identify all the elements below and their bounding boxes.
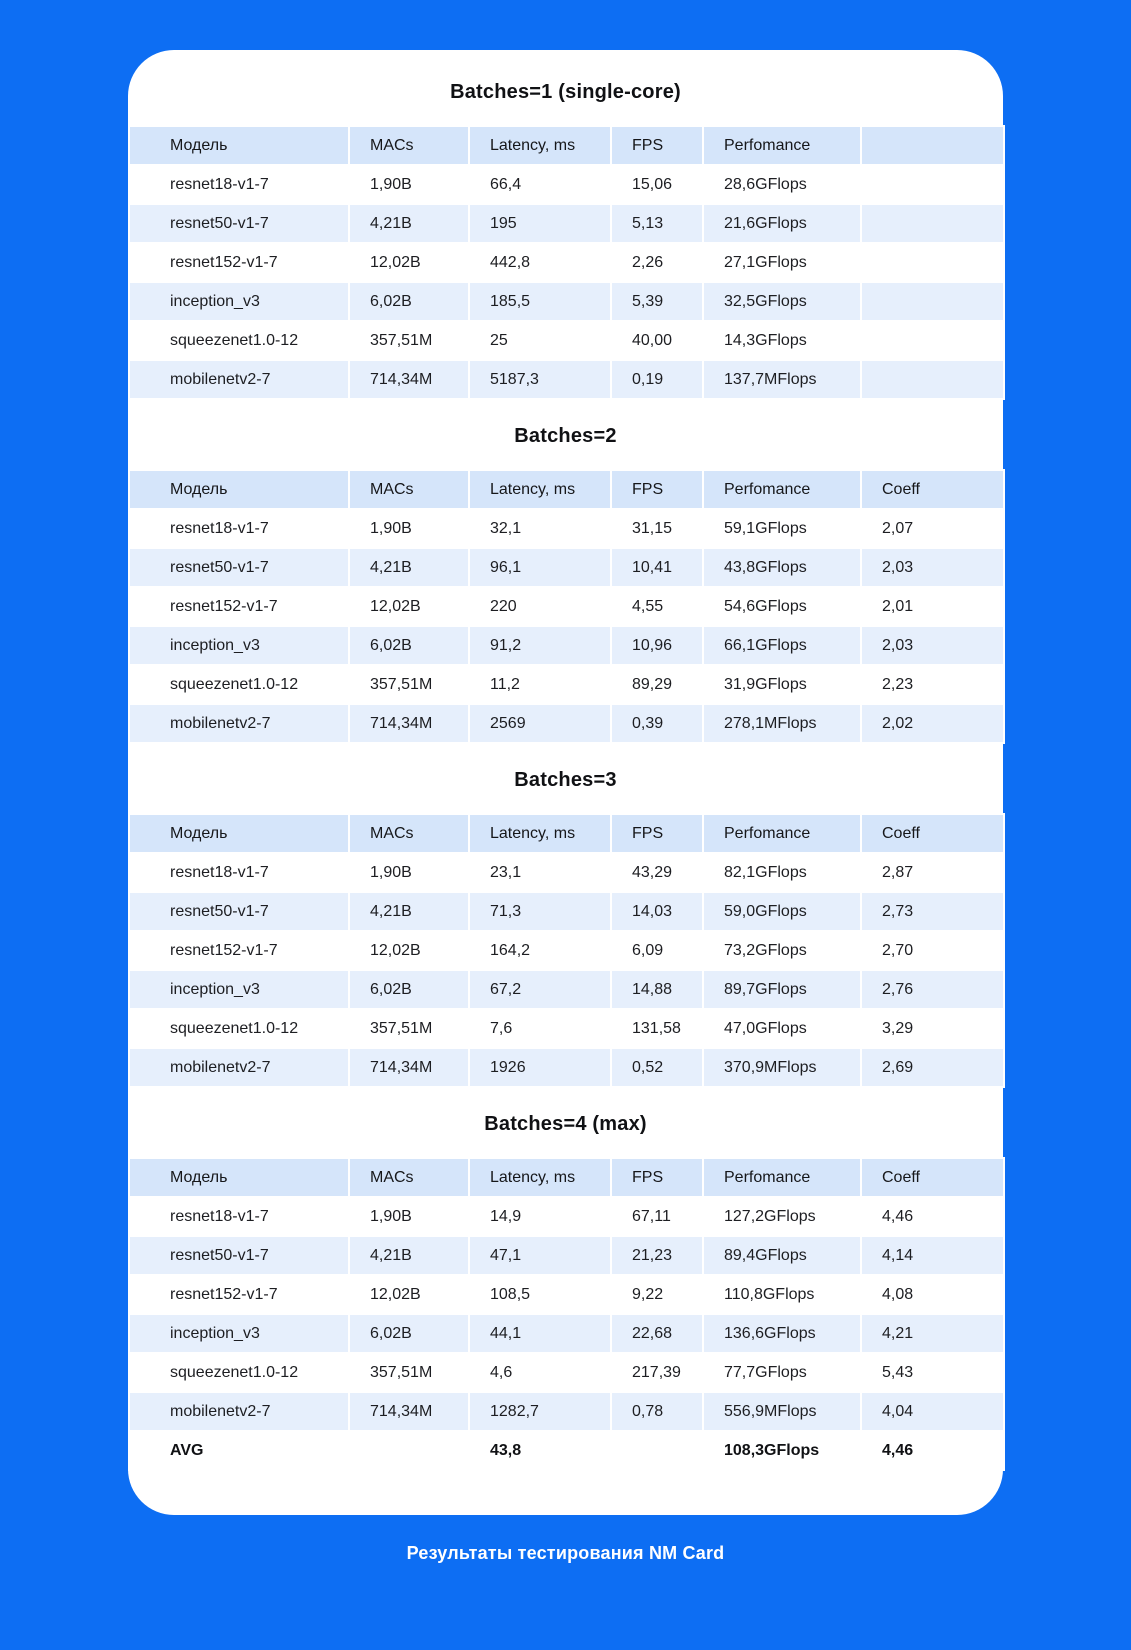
batches-4-section xyxy=(128,1112,1003,1471)
cell: 1926 xyxy=(469,1048,611,1087)
table-title: Batches=2 xyxy=(514,425,617,447)
column-header: MACs xyxy=(349,814,469,853)
cell: 1282,7 xyxy=(469,1392,611,1431)
cell: inception_v3 xyxy=(129,970,349,1009)
cell: 5187,3 xyxy=(469,360,611,399)
cell: resnet50-v1-7 xyxy=(129,548,349,587)
cell: 4,14 xyxy=(861,1236,1004,1275)
cell: 7,6 xyxy=(469,1009,611,1048)
cell: 4,21B xyxy=(349,204,469,243)
cell: 3,29 xyxy=(861,1009,1004,1048)
cell: 43,8 xyxy=(469,1431,611,1470)
table-row xyxy=(129,1236,1004,1275)
cell: 31,9GFlops xyxy=(703,665,861,704)
cell: 2,01 xyxy=(861,587,1004,626)
column-header: Coeff xyxy=(861,814,1004,853)
cell: 2569 xyxy=(469,704,611,743)
table-row xyxy=(129,360,1004,399)
table-row xyxy=(129,665,1004,704)
cell: 220 xyxy=(469,587,611,626)
cell: 1,90B xyxy=(349,509,469,548)
cell: 5,13 xyxy=(611,204,703,243)
cell: 89,4GFlops xyxy=(703,1236,861,1275)
cell: 4,08 xyxy=(861,1275,1004,1314)
cell: 442,8 xyxy=(469,243,611,282)
cell: 31,15 xyxy=(611,509,703,548)
cell: 185,5 xyxy=(469,282,611,321)
cell: 32,1 xyxy=(469,509,611,548)
cell: resnet152-v1-7 xyxy=(129,931,349,970)
cell: 67,11 xyxy=(611,1197,703,1236)
cell: mobilenetv2-7 xyxy=(129,1048,349,1087)
cell: 66,1GFlops xyxy=(703,626,861,665)
column-header: FPS xyxy=(611,126,703,165)
cell: 0,39 xyxy=(611,704,703,743)
cell: resnet152-v1-7 xyxy=(129,243,349,282)
cell: 2,07 xyxy=(861,509,1004,548)
cell: 11,2 xyxy=(469,665,611,704)
cell: 2,76 xyxy=(861,970,1004,1009)
table-header-row xyxy=(129,1158,1004,1197)
cell: mobilenetv2-7 xyxy=(129,360,349,399)
cell: 71,3 xyxy=(469,892,611,931)
cell: 4,55 xyxy=(611,587,703,626)
table-row xyxy=(129,321,1004,360)
cell: 5,39 xyxy=(611,282,703,321)
cell: 22,68 xyxy=(611,1314,703,1353)
table-row xyxy=(129,204,1004,243)
cell: 40,00 xyxy=(611,321,703,360)
table-header xyxy=(129,126,1004,165)
cell: 54,6GFlops xyxy=(703,587,861,626)
cell: 0,19 xyxy=(611,360,703,399)
cell: inception_v3 xyxy=(129,626,349,665)
column-header: Latency, ms xyxy=(469,1158,611,1197)
cell: 1,90B xyxy=(349,165,469,204)
cell: 714,34M xyxy=(349,1392,469,1431)
table-row xyxy=(129,704,1004,743)
cell: 91,2 xyxy=(469,626,611,665)
table-row xyxy=(129,970,1004,1009)
cell: resnet50-v1-7 xyxy=(129,1236,349,1275)
cell: resnet152-v1-7 xyxy=(129,1275,349,1314)
cell: 28,6GFlops xyxy=(703,165,861,204)
table-row xyxy=(129,1314,1004,1353)
cell: 137,7MFlops xyxy=(703,360,861,399)
cell: mobilenetv2-7 xyxy=(129,1392,349,1431)
column-header: Latency, ms xyxy=(469,470,611,509)
table-row xyxy=(129,1353,1004,1392)
table-row xyxy=(129,892,1004,931)
cell: 357,51M xyxy=(349,321,469,360)
cell: 14,3GFlops xyxy=(703,321,861,360)
cell: resnet18-v1-7 xyxy=(129,165,349,204)
cell: 77,7GFlops xyxy=(703,1353,861,1392)
cell: 21,23 xyxy=(611,1236,703,1275)
cell: 4,46 xyxy=(861,1431,1004,1470)
cell: 21,6GFlops xyxy=(703,204,861,243)
table-row xyxy=(129,1275,1004,1314)
cell: 47,0GFlops xyxy=(703,1009,861,1048)
column-header: FPS xyxy=(611,814,703,853)
cell: 110,8GFlops xyxy=(703,1275,861,1314)
benchmark-table-batches-1 xyxy=(128,125,1005,400)
column-header: MACs xyxy=(349,126,469,165)
cell: 714,34M xyxy=(349,704,469,743)
cell: 217,39 xyxy=(611,1353,703,1392)
cell: 6,02B xyxy=(349,626,469,665)
table-body xyxy=(129,1197,1004,1470)
results-card xyxy=(128,50,1003,1515)
cell: 12,02B xyxy=(349,587,469,626)
cell xyxy=(861,321,1004,360)
cell: resnet18-v1-7 xyxy=(129,509,349,548)
cell: 0,52 xyxy=(611,1048,703,1087)
cell: 4,21 xyxy=(861,1314,1004,1353)
cell: 10,96 xyxy=(611,626,703,665)
cell: mobilenetv2-7 xyxy=(129,704,349,743)
column-header: Модель xyxy=(129,470,349,509)
cell: 73,2GFlops xyxy=(703,931,861,970)
cell xyxy=(861,204,1004,243)
batches-2-section xyxy=(128,424,1003,744)
cell: 12,02B xyxy=(349,1275,469,1314)
cell: 43,8GFlops xyxy=(703,548,861,587)
table-row xyxy=(129,1009,1004,1048)
table-row xyxy=(129,1048,1004,1087)
table-title: Batches=3 xyxy=(514,769,617,791)
cell: 5,43 xyxy=(861,1353,1004,1392)
cell: 195 xyxy=(469,204,611,243)
cell: 4,04 xyxy=(861,1392,1004,1431)
cell: 96,1 xyxy=(469,548,611,587)
cell: 6,09 xyxy=(611,931,703,970)
table-body xyxy=(129,165,1004,399)
cell: 25 xyxy=(469,321,611,360)
cell: inception_v3 xyxy=(129,282,349,321)
cell: 4,21B xyxy=(349,1236,469,1275)
cell: 14,88 xyxy=(611,970,703,1009)
column-header xyxy=(861,126,1004,165)
cell: inception_v3 xyxy=(129,1314,349,1353)
column-header: Coeff xyxy=(861,1158,1004,1197)
cell: 4,21B xyxy=(349,892,469,931)
cell: 9,22 xyxy=(611,1275,703,1314)
cell: resnet18-v1-7 xyxy=(129,1197,349,1236)
column-header: Perfomance xyxy=(703,126,861,165)
summary-row xyxy=(129,1431,1004,1470)
cell: 6,02B xyxy=(349,1314,469,1353)
cell: 2,70 xyxy=(861,931,1004,970)
column-header: FPS xyxy=(611,1158,703,1197)
benchmark-table-batches-4 xyxy=(128,1157,1005,1471)
table-row xyxy=(129,1392,1004,1431)
table-row xyxy=(129,548,1004,587)
cell: 12,02B xyxy=(349,243,469,282)
table-body xyxy=(129,509,1004,743)
cell: 4,6 xyxy=(469,1353,611,1392)
column-header: MACs xyxy=(349,1158,469,1197)
column-header: Perfomance xyxy=(703,1158,861,1197)
cell xyxy=(611,1431,703,1470)
cell: 556,9MFlops xyxy=(703,1392,861,1431)
cell: 2,03 xyxy=(861,548,1004,587)
cell xyxy=(861,243,1004,282)
cell: 131,58 xyxy=(611,1009,703,1048)
cell: 4,21B xyxy=(349,548,469,587)
table-title: Batches=1 (single-core) xyxy=(450,81,681,103)
cell: 67,2 xyxy=(469,970,611,1009)
cell: 278,1MFlops xyxy=(703,704,861,743)
table-header xyxy=(129,470,1004,509)
cell: 43,29 xyxy=(611,853,703,892)
cell: 59,1GFlops xyxy=(703,509,861,548)
column-header: Latency, ms xyxy=(469,126,611,165)
cell: 127,2GFlops xyxy=(703,1197,861,1236)
cell xyxy=(861,360,1004,399)
cell: 714,34M xyxy=(349,1048,469,1087)
cell: 14,9 xyxy=(469,1197,611,1236)
table-row xyxy=(129,626,1004,665)
table-row xyxy=(129,587,1004,626)
column-header: Модель xyxy=(129,814,349,853)
cell: 1,90B xyxy=(349,853,469,892)
cell xyxy=(861,165,1004,204)
table-header xyxy=(129,814,1004,853)
cell: 164,2 xyxy=(469,931,611,970)
cell: 2,03 xyxy=(861,626,1004,665)
cell: resnet18-v1-7 xyxy=(129,853,349,892)
cell: 357,51M xyxy=(349,1009,469,1048)
cell: 2,69 xyxy=(861,1048,1004,1087)
cell: 32,5GFlops xyxy=(703,282,861,321)
cell: 66,4 xyxy=(469,165,611,204)
cell: 44,1 xyxy=(469,1314,611,1353)
cell: 370,9MFlops xyxy=(703,1048,861,1087)
cell: squeezenet1.0-12 xyxy=(129,1009,349,1048)
cell: 6,02B xyxy=(349,970,469,1009)
cell: 2,02 xyxy=(861,704,1004,743)
cell: 2,26 xyxy=(611,243,703,282)
column-header: Coeff xyxy=(861,470,1004,509)
cell: squeezenet1.0-12 xyxy=(129,321,349,360)
table-row xyxy=(129,165,1004,204)
column-header: Latency, ms xyxy=(469,814,611,853)
cell: squeezenet1.0-12 xyxy=(129,665,349,704)
table-row xyxy=(129,931,1004,970)
table-header-row xyxy=(129,470,1004,509)
cell: 2,73 xyxy=(861,892,1004,931)
table-body xyxy=(129,853,1004,1087)
cell: 4,46 xyxy=(861,1197,1004,1236)
cell: 136,6GFlops xyxy=(703,1314,861,1353)
cell: 0,78 xyxy=(611,1392,703,1431)
column-header: Модель xyxy=(129,1158,349,1197)
cell: resnet50-v1-7 xyxy=(129,204,349,243)
table-row xyxy=(129,509,1004,548)
cell: 82,1GFlops xyxy=(703,853,861,892)
cell: 12,02B xyxy=(349,931,469,970)
column-header: Perfomance xyxy=(703,814,861,853)
column-header: MACs xyxy=(349,470,469,509)
table-header xyxy=(129,1158,1004,1197)
cell: 10,41 xyxy=(611,548,703,587)
cell: 357,51M xyxy=(349,665,469,704)
cell: 108,3GFlops xyxy=(703,1431,861,1470)
cell: resnet152-v1-7 xyxy=(129,587,349,626)
batches-1-section xyxy=(128,80,1003,400)
cell: 357,51M xyxy=(349,1353,469,1392)
cell: 714,34M xyxy=(349,360,469,399)
table-header-row xyxy=(129,814,1004,853)
cell: resnet50-v1-7 xyxy=(129,892,349,931)
cell: 1,90B xyxy=(349,1197,469,1236)
page-footer xyxy=(0,1543,1131,1564)
cell: 27,1GFlops xyxy=(703,243,861,282)
cell: 47,1 xyxy=(469,1236,611,1275)
cell: 89,29 xyxy=(611,665,703,704)
table-title: Batches=4 (max) xyxy=(484,1113,647,1135)
column-header: Модель xyxy=(129,126,349,165)
cell: 2,87 xyxy=(861,853,1004,892)
cell: 2,23 xyxy=(861,665,1004,704)
cell: 59,0GFlops xyxy=(703,892,861,931)
cell: AVG xyxy=(129,1431,349,1470)
benchmark-table-batches-2 xyxy=(128,469,1005,744)
table-header-row xyxy=(129,126,1004,165)
cell: 108,5 xyxy=(469,1275,611,1314)
table-row xyxy=(129,853,1004,892)
column-header: FPS xyxy=(611,470,703,509)
caption: Результаты тестирования NM Card xyxy=(406,1543,725,1563)
batches-3-section xyxy=(128,768,1003,1088)
table-row xyxy=(129,282,1004,321)
benchmark-table-batches-3 xyxy=(128,813,1005,1088)
table-row xyxy=(129,243,1004,282)
cell: 15,06 xyxy=(611,165,703,204)
cell: 6,02B xyxy=(349,282,469,321)
table-row xyxy=(129,1197,1004,1236)
cell xyxy=(861,282,1004,321)
cell xyxy=(349,1431,469,1470)
cell: 23,1 xyxy=(469,853,611,892)
cell: squeezenet1.0-12 xyxy=(129,1353,349,1392)
cell: 14,03 xyxy=(611,892,703,931)
cell: 89,7GFlops xyxy=(703,970,861,1009)
column-header: Perfomance xyxy=(703,470,861,509)
